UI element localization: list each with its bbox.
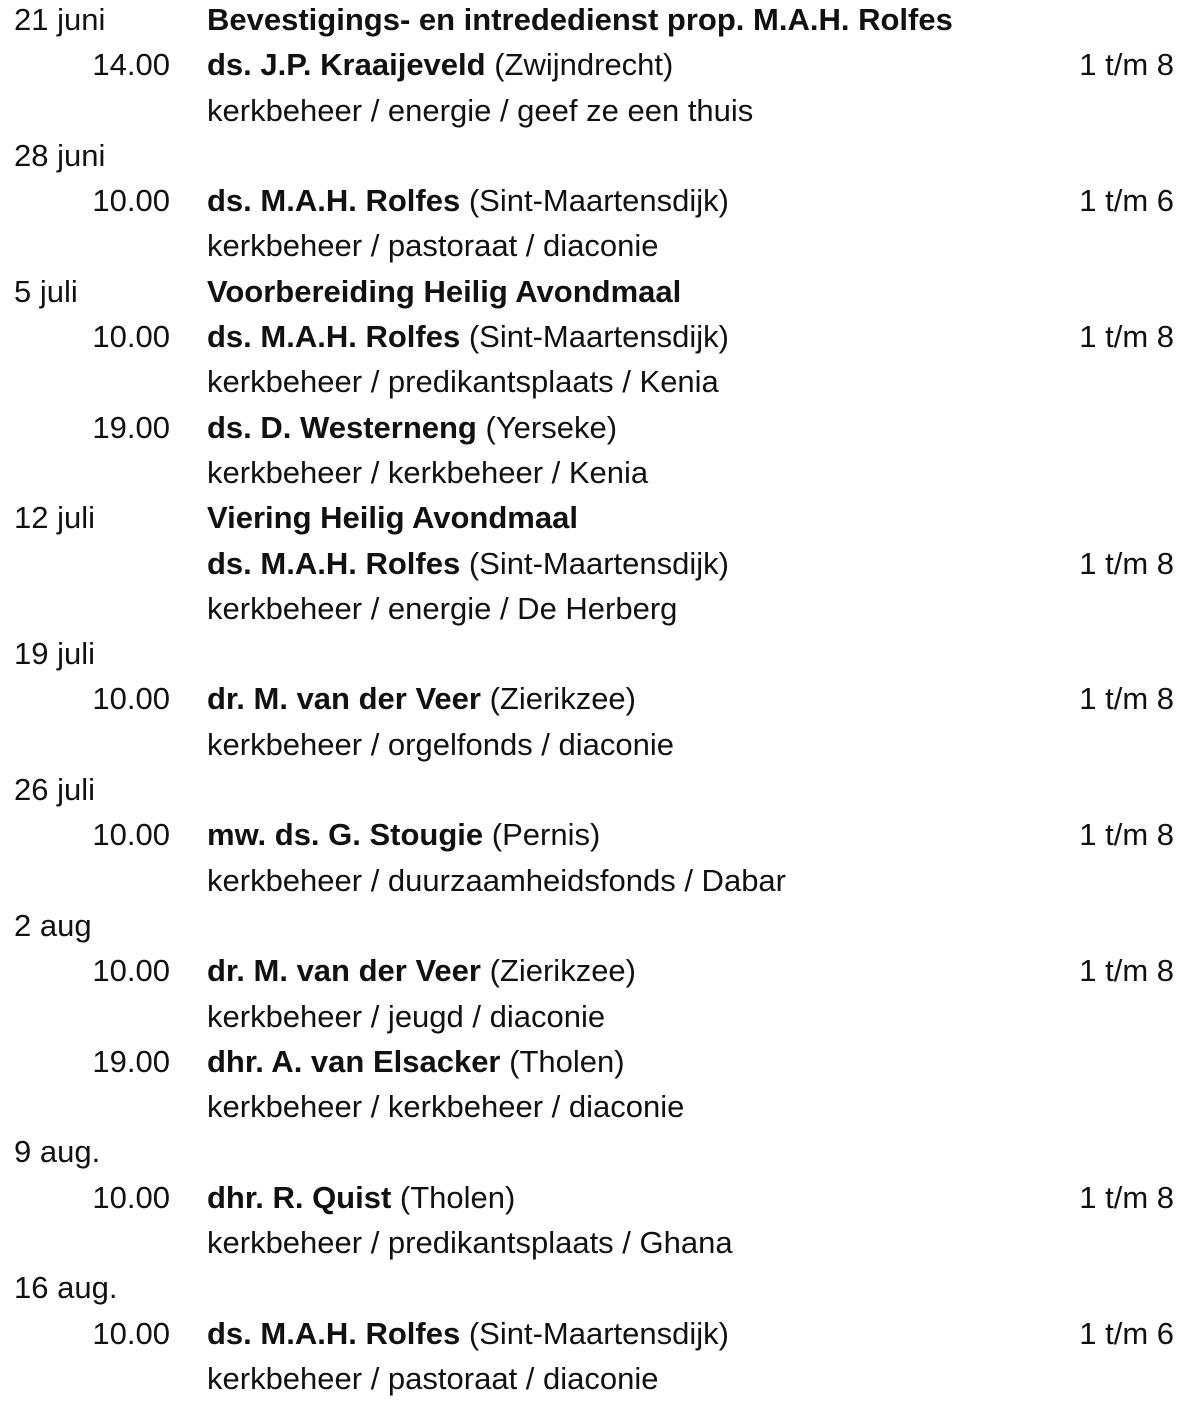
service-time: 19.00: [92, 1043, 170, 1079]
preacher-place: (Sint-Maartensdijk): [468, 1315, 729, 1351]
preacher-name: ds. M.A.H. Rolfes: [207, 545, 461, 581]
collection-row: [14, 1356, 1174, 1401]
service-row: [14, 948, 1174, 993]
collection-row: [14, 88, 1174, 133]
preacher-line: [207, 541, 729, 586]
collection-row: [14, 359, 1174, 404]
service-date: 9 aug.: [14, 1134, 101, 1170]
preacher-name: dhr. R. Quist: [207, 1179, 392, 1215]
preacher-name: ds. M.A.H. Rolfes: [207, 319, 461, 355]
collection-purposes: kerkbeheer / orgelfonds / diaconie: [207, 726, 675, 762]
service-date: 16 aug.: [14, 1270, 118, 1306]
collection-purposes: kerkbeheer / kerkbeheer / diaconie: [207, 1089, 685, 1125]
collection-purposes: kerkbeheer / kerkbeheer / Kenia: [207, 454, 649, 490]
preacher-place: (Tholen): [509, 1043, 625, 1079]
service-row: [14, 1039, 1174, 1084]
preacher-place: (Zierikzee): [489, 953, 636, 989]
collection-row: [14, 722, 1174, 767]
collection-purposes: kerkbeheer / duurzaamheidsfonds / Dabar: [207, 862, 786, 898]
preacher-name: dr. M. van der Veer: [207, 681, 481, 717]
collection-purposes: kerkbeheer / jeugd / diaconie: [207, 998, 606, 1034]
service-time: 10.00: [92, 817, 170, 853]
service-date: 2 aug: [14, 907, 92, 943]
service-date: 5 juli: [14, 273, 78, 309]
service-date: 26 juli: [14, 772, 95, 808]
service-row: [14, 405, 1174, 450]
collection-purposes: kerkbeheer / energie / De Herberg: [207, 590, 678, 626]
date-row: [14, 631, 1174, 676]
service-row: [14, 178, 1174, 223]
preacher-name: ds. M.A.H. Rolfes: [207, 1315, 461, 1351]
song-range: 1 t/m 8: [1079, 681, 1174, 717]
date-row: [14, 495, 1174, 540]
collection-purposes: kerkbeheer / predikantsplaats / Ghana: [207, 1225, 733, 1261]
song-range: 1 t/m 8: [1079, 319, 1174, 355]
service-date: 28 juni: [14, 137, 106, 173]
service-time: 14.00: [92, 47, 170, 83]
service-time: 10.00: [92, 319, 170, 355]
preacher-line: [207, 948, 636, 993]
service-row: [14, 42, 1174, 87]
preacher-name: mw. ds. G. Stougie: [207, 817, 484, 853]
preacher-line: [207, 178, 729, 223]
date-row: [14, 133, 1174, 178]
service-title: Voorbereiding Heilig Avondmaal: [207, 273, 682, 309]
preacher-line: [207, 676, 636, 721]
song-range: 1 t/m 8: [1079, 1179, 1174, 1215]
collection-purposes: kerkbeheer / energie / geef ze een thuis: [207, 92, 754, 128]
song-range: 1 t/m 8: [1079, 817, 1174, 853]
preacher-name: ds. D. Westerneng: [207, 409, 477, 445]
preacher-name: ds. M.A.H. Rolfes: [207, 183, 461, 219]
date-row: [14, 1265, 1174, 1310]
service-row: [14, 676, 1174, 721]
preacher-place: (Yerseke): [485, 409, 618, 445]
collection-row: [14, 994, 1174, 1039]
service-date: 12 juli: [14, 500, 95, 536]
service-schedule: [14, 0, 1174, 1401]
date-row: [14, 1129, 1174, 1174]
song-range: 1 t/m 8: [1079, 545, 1174, 581]
service-time: 19.00: [92, 409, 170, 445]
date-row: [14, 767, 1174, 812]
preacher-place: (Pernis): [491, 817, 601, 853]
collection-row: [14, 858, 1174, 903]
service-date: 21 juni: [14, 2, 106, 37]
preacher-line: [207, 812, 600, 857]
preacher-place: (Zwijndrecht): [494, 47, 674, 83]
service-row: [14, 541, 1174, 586]
preacher-line: [207, 1039, 625, 1084]
preacher-place: (Sint-Maartensdijk): [468, 319, 729, 355]
service-row: [14, 1311, 1174, 1356]
service-time: 10.00: [92, 681, 170, 717]
collection-row: [14, 586, 1174, 631]
service-row: [14, 812, 1174, 857]
preacher-line: [207, 42, 673, 87]
service-title: Bevestigings- en intrededienst prop. M.A.H. Rolfes: [207, 2, 953, 37]
collection-row: [14, 1220, 1174, 1265]
preacher-line: [207, 314, 729, 359]
collection-purposes: kerkbeheer / predikantsplaats / Kenia: [207, 364, 719, 400]
service-date: 19 juli: [14, 636, 95, 672]
preacher-place: (Sint-Maartensdijk): [468, 545, 729, 581]
preacher-place: (Sint-Maartensdijk): [468, 183, 729, 219]
preacher-line: [207, 405, 617, 450]
preacher-name: dr. M. van der Veer: [207, 953, 481, 989]
preacher-place: (Tholen): [399, 1179, 516, 1215]
preacher-name: ds. J.P. Kraaijeveld: [207, 47, 486, 83]
date-row: [14, 903, 1174, 948]
preacher-name: dhr. A. van Elsacker: [207, 1043, 501, 1079]
collection-row: [14, 450, 1174, 495]
service-time: 10.00: [92, 183, 170, 219]
song-range: 1 t/m 6: [1079, 1315, 1174, 1351]
collection-purposes: kerkbeheer / pastoraat / diaconie: [207, 228, 659, 264]
song-range: 1 t/m 8: [1079, 953, 1174, 989]
song-range: 1 t/m 6: [1079, 183, 1174, 219]
preacher-line: [207, 1175, 515, 1220]
collection-purposes: kerkbeheer / pastoraat / diaconie: [207, 1360, 659, 1396]
service-title: Viering Heilig Avondmaal: [207, 500, 578, 536]
service-time: 10.00: [92, 1179, 170, 1215]
service-time: 10.00: [92, 953, 170, 989]
service-row: [14, 1175, 1174, 1220]
song-range: 1 t/m 8: [1079, 47, 1174, 83]
collection-row: [14, 1084, 1174, 1129]
preacher-place: (Zierikzee): [489, 681, 636, 717]
date-row: [14, 269, 1174, 314]
collection-row: [14, 223, 1174, 268]
date-row: [14, 0, 1174, 42]
preacher-line: [207, 1311, 729, 1356]
service-row: [14, 314, 1174, 359]
service-time: 10.00: [92, 1315, 170, 1351]
